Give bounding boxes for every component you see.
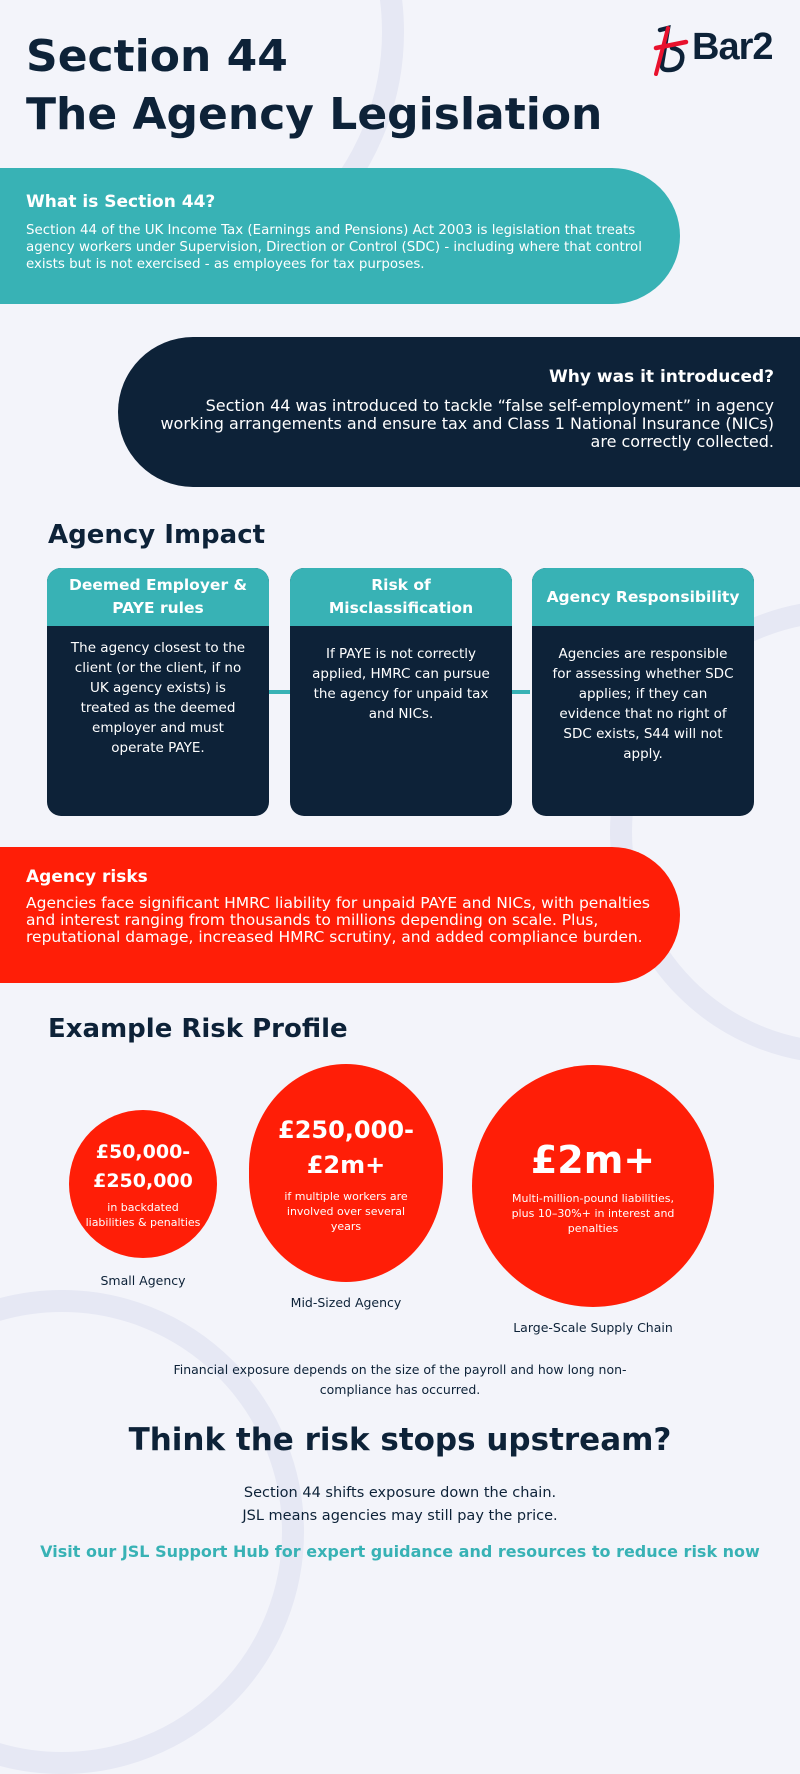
what-is-text: Section 44 of the UK Income Tax (Earnings and Pensions) Act 2003 is legislation that treats agency workers under Supervision, Direction or Control (SDC) - including where that control exists but is not exercised - as employees for tax purposes.: [26, 223, 642, 272]
agency-risks-panel: [0, 847, 680, 983]
card-body: Agencies are responsible for assessing whether SDC applies; if they can evidence that no right of SDC exists, S44 will not apply.: [552, 646, 734, 762]
cta-heading: Think the risk stops upstream?: [128, 1422, 672, 1458]
what-is-section-44-panel: [0, 168, 680, 304]
risk-amount: [278, 1113, 414, 1183]
risk-amount-line: £2m+: [306, 1150, 386, 1179]
risk-amount-line: £50,000-: [95, 1141, 191, 1163]
risk-label-small: Small Agency: [100, 1273, 186, 1288]
risk-circle-large: [472, 1065, 714, 1307]
cta-text: [0, 1482, 800, 1528]
risk-amount: £2m+: [530, 1137, 656, 1182]
risk-circle-mid: [249, 1064, 443, 1282]
title-line-1: Section 44: [26, 31, 288, 82]
risk-description: Multi-million-pound liabilities, plus 10–30%+ in interest and penalties: [511, 1191, 675, 1235]
risks-text: Agencies face significant HMRC liability for unpaid PAYE and NICs, with penalties and interest ranging from thousands to millions depending on scale. Plus, reputational damage, increased HMRC scrutiny, and added compliance burden.: [26, 894, 650, 946]
why-heading: Why was it introduced?: [549, 367, 774, 387]
jsl-support-hub-link[interactable]: Visit our JSL Support Hub for expert guidance and resources to reduce risk now: [40, 1542, 760, 1561]
card-body: The agency closest to the client (or the client, if no UK agency exists) is treated as the deemed employer and must operate PAYE.: [70, 640, 246, 756]
exposure-note: Financial exposure depends on the size of the payroll and how long non-compliance has occurred.: [173, 1362, 627, 1397]
risk-amount-line: £250,000-: [278, 1115, 414, 1144]
risk-label-mid: Mid-Sized Agency: [290, 1295, 402, 1310]
title-line-2: The Agency Legislation: [26, 89, 603, 140]
card-title: Deemed Employer & PAYE rules: [47, 568, 269, 626]
why-text: Section 44 was introduced to tackle “false self-employment” in agency working arrangements and ensure tax and Class 1 National Insurance (NICs) are correctly collected.: [160, 396, 774, 451]
impact-card-responsibility: [532, 568, 754, 816]
agency-impact-heading: Agency Impact: [48, 520, 266, 550]
card-body: If PAYE is not correctly applied, HMRC can pursue the agency for unpaid tax and NICs.: [312, 646, 490, 722]
cta-line: JSL means agencies may still pay the price.: [242, 1508, 558, 1524]
risk-label-large: Large-Scale Supply Chain: [513, 1320, 673, 1335]
risks-heading: Agency risks: [26, 867, 148, 887]
impact-card-misclassification: [290, 568, 512, 816]
risk-description: if multiple workers are involved over several years: [284, 1189, 408, 1233]
logo-text: Bar2: [692, 26, 773, 68]
risk-circle-small: [69, 1110, 217, 1258]
why-introduced-panel: [118, 337, 800, 487]
risk-amount-line: £250,000: [93, 1170, 193, 1192]
logo-mark-icon: [646, 24, 692, 78]
cta-line: Section 44 shifts exposure down the chain.: [243, 1485, 557, 1501]
bar2-logo: [646, 24, 780, 78]
impact-card-deemed-employer: [47, 568, 269, 816]
page-title: [26, 28, 602, 144]
card-title: Risk of Misclassification: [290, 568, 512, 626]
risk-amount: [93, 1138, 193, 1196]
risk-description: in backdated liabilities & penalties: [85, 1201, 201, 1229]
card-title: Agency Responsibility: [532, 568, 754, 626]
risk-profile-heading: Example Risk Profile: [48, 1014, 348, 1044]
what-is-heading: What is Section 44?: [26, 192, 216, 212]
